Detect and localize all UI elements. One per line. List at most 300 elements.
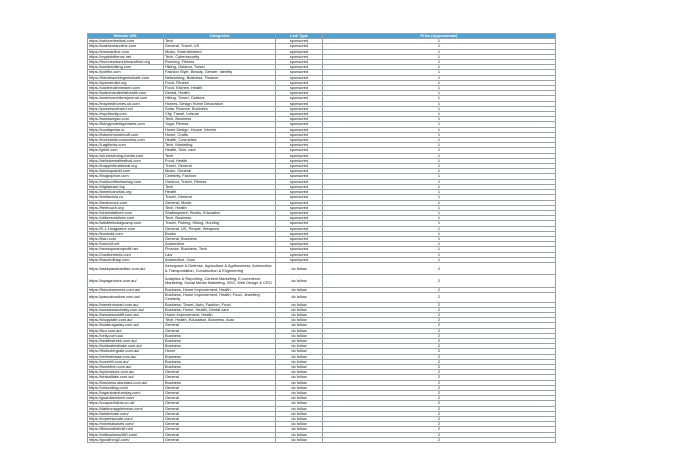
cell-categories[interactable]: Hiking, Travel, Outdoor: [164, 96, 276, 101]
cell-website-url[interactable]: https://thenetworkingmindsafe.com: [88, 75, 164, 80]
cell-categories[interactable]: Fashion Style, Beauty, Gender, Identity: [164, 70, 276, 75]
cell-categories[interactable]: Tech: [164, 153, 276, 158]
cell-categories[interactable]: Home: [164, 349, 276, 354]
cell-categories[interactable]: Food, Fitness: [164, 80, 276, 85]
cell-price[interactable]: 2: [323, 302, 556, 307]
cell-website-url[interactable]: https://business-standard.com.au/: [88, 380, 164, 385]
cell-website-url[interactable]: https://bdomehomecraft.com: [88, 132, 164, 137]
cell-categories[interactable]: General: [164, 411, 276, 416]
cell-price[interactable]: 2: [323, 406, 556, 411]
cell-categories[interactable]: Hiking, Outdoor, Travel: [164, 65, 276, 70]
cell-website-url[interactable]: https://fiduciesesmes.com.au/: [88, 287, 164, 292]
cell-link-type[interactable]: do follow: [276, 275, 323, 288]
cell-link-type[interactable]: do follow: [276, 417, 323, 422]
cell-website-url[interactable]: https://minimalsaves.com/: [88, 422, 164, 427]
cell-categories[interactable]: General, Travel, US: [164, 44, 276, 49]
cell-categories[interactable]: Tech, Health, Education, Business, Auto: [164, 318, 276, 323]
cell-link-type[interactable]: sponsored: [276, 231, 323, 236]
cell-price[interactable]: 2: [323, 391, 556, 396]
cell-categories[interactable]: Aerospace & Defense, Agriculture & Agribusiness, Automotive & Transportation, Construction & Engineering: [164, 262, 276, 275]
cell-website-url[interactable]: https://wildlifefarbagcamp.com: [88, 221, 164, 226]
cell-categories[interactable]: General: [164, 391, 276, 396]
cell-link-type[interactable]: do follow: [276, 293, 323, 302]
cell-categories[interactable]: General: [164, 375, 276, 380]
cell-price[interactable]: 1: [323, 86, 556, 91]
cell-categories[interactable]: Automotive: [164, 242, 276, 247]
cell-price[interactable]: 1: [323, 138, 556, 143]
cell-link-type[interactable]: do follow: [276, 262, 323, 275]
cell-link-type[interactable]: sponsored: [276, 60, 323, 65]
cell-website-url[interactable]: https://cineestatinee.com: [88, 210, 164, 215]
cell-link-type[interactable]: do follow: [276, 370, 323, 375]
cell-link-type[interactable]: sponsored: [276, 117, 323, 122]
cell-link-type[interactable]: do follow: [276, 411, 323, 416]
cell-link-type[interactable]: do follow: [276, 287, 323, 292]
cell-price[interactable]: 1: [323, 205, 556, 210]
cell-categories[interactable]: Travel, General: [164, 195, 276, 200]
cell-link-type[interactable]: do follow: [276, 344, 323, 349]
cell-price[interactable]: 1: [323, 132, 556, 137]
cell-website-url[interactable]: https://americanhikersjournal.com: [88, 96, 164, 101]
cell-price[interactable]: 1: [323, 184, 556, 189]
cell-price[interactable]: 2: [323, 312, 556, 317]
cell-price[interactable]: 1: [323, 96, 556, 101]
cell-categories[interactable]: Tech: [164, 39, 276, 44]
cell-price[interactable]: 1: [323, 127, 556, 132]
cell-categories[interactable]: Business, Home, Health, Dental care: [164, 307, 276, 312]
cell-website-url[interactable]: https://holdsabesttake.com.au/: [88, 344, 164, 349]
cell-price[interactable]: 1: [323, 112, 556, 117]
cell-website-url[interactable]: https://digitalcare.top: [88, 184, 164, 189]
cell-price[interactable]: 1: [323, 80, 556, 85]
cell-website-url[interactable]: https://mereinmorad.com.au/: [88, 302, 164, 307]
cell-price[interactable]: 1: [323, 101, 556, 106]
cell-link-type[interactable]: sponsored: [276, 174, 323, 179]
cell-categories[interactable]: Homes, Design Home Decoration: [164, 101, 276, 106]
cell-price[interactable]: 1: [323, 236, 556, 241]
cell-website-url[interactable]: https://dabbonappleinews.com/: [88, 406, 164, 411]
cell-website-url[interactable]: https://uniscrding.com/: [88, 385, 164, 390]
cell-price[interactable]: 2: [323, 432, 556, 437]
cell-link-type[interactable]: do follow: [276, 401, 323, 406]
cell-website-url[interactable]: https://pohflin.com: [88, 70, 164, 75]
cell-website-url[interactable]: https://fitmowdhelmitl.net/: [88, 427, 164, 432]
cell-website-url[interactable]: https://ansisquartet.com: [88, 169, 164, 174]
cell-categories[interactable]: Business, Home Improvement, Health: [164, 287, 276, 292]
cell-categories[interactable]: General: [164, 385, 276, 390]
cell-website-url[interactable]: https://washemanoline.com: [88, 44, 164, 49]
cell-categories[interactable]: Business: [164, 344, 276, 349]
cell-link-type[interactable]: sponsored: [276, 122, 323, 127]
cell-price[interactable]: 2: [323, 401, 556, 406]
cell-link-type[interactable]: sponsored: [276, 75, 323, 80]
cell-website-url[interactable]: https://grintl.com: [88, 148, 164, 153]
cell-link-type[interactable]: sponsored: [276, 221, 323, 226]
cell-link-type[interactable]: do follow: [276, 427, 323, 432]
cell-link-type[interactable]: do follow: [276, 385, 323, 390]
cell-price[interactable]: 2: [323, 349, 556, 354]
cell-price[interactable]: 2: [323, 328, 556, 333]
cell-link-type[interactable]: sponsored: [276, 70, 323, 75]
cell-categories[interactable]: General, US, People, Weapons: [164, 226, 276, 231]
cell-categories[interactable]: Automotive, Cars: [164, 257, 276, 262]
cell-link-type[interactable]: sponsored: [276, 138, 323, 143]
cell-website-url[interactable]: https://panuabusilore.com.au/: [88, 293, 164, 302]
cell-website-url[interactable]: https://freetouch.org: [88, 205, 164, 210]
cell-categories[interactable]: General: [164, 328, 276, 333]
header-website-url[interactable]: Website URL: [88, 34, 164, 39]
cell-categories[interactable]: Food, Health: [164, 158, 276, 163]
cell-link-type[interactable]: sponsored: [276, 39, 323, 44]
cell-link-type[interactable]: sponsored: [276, 236, 323, 241]
header-link-type[interactable]: Link Type: [276, 34, 323, 39]
cell-link-type[interactable]: sponsored: [276, 252, 323, 257]
cell-price[interactable]: 1: [323, 54, 556, 59]
cell-categories[interactable]: Tech, Health: [164, 205, 276, 210]
cell-categories[interactable]: Home Design, House, Interior: [164, 127, 276, 132]
cell-categories[interactable]: Tech, Business: [164, 216, 276, 221]
cell-website-url[interactable]: https://coverlill.com.au/: [88, 359, 164, 364]
cell-website-url[interactable]: https://artsbetube.com/: [88, 411, 164, 416]
cell-price[interactable]: 1: [323, 231, 556, 236]
cell-link-type[interactable]: do follow: [276, 422, 323, 427]
cell-website-url[interactable]: https://bessiessoldiff.com.au/: [88, 312, 164, 317]
cell-link-type[interactable]: do follow: [276, 380, 323, 385]
cell-price[interactable]: 2: [323, 287, 556, 292]
cell-categories[interactable]: Books: [164, 231, 276, 236]
cell-price[interactable]: 1: [323, 122, 556, 127]
cell-website-url[interactable]: https://inspiredhomes.uk.com: [88, 101, 164, 106]
cell-link-type[interactable]: sponsored: [276, 179, 323, 184]
cell-link-type[interactable]: sponsored: [276, 127, 323, 132]
cell-price[interactable]: 2: [323, 275, 556, 288]
cell-website-url[interactable]: https://cryptobitlence.net: [88, 54, 164, 59]
cell-link-type[interactable]: sponsored: [276, 210, 323, 215]
cell-categories[interactable]: Running, Fitness: [164, 60, 276, 65]
cell-website-url[interactable]: https://spinnerdiet.org: [88, 80, 164, 85]
cell-price[interactable]: 1: [323, 65, 556, 70]
cell-link-type[interactable]: do follow: [276, 338, 323, 343]
cell-price[interactable]: 1: [323, 210, 556, 215]
cell-link-type[interactable]: do follow: [276, 333, 323, 338]
cell-categories[interactable]: Business, Travel, Auto, Fashion, Food: [164, 302, 276, 307]
cell-categories[interactable]: General: [164, 422, 276, 427]
cell-website-url[interactable]: https://mitbusiness360.com/: [88, 432, 164, 437]
cell-link-type[interactable]: sponsored: [276, 44, 323, 49]
cell-price[interactable]: 1: [323, 117, 556, 122]
cell-categories[interactable]: General: [164, 370, 276, 375]
cell-website-url[interactable]: https://newsqueandprofit.net: [88, 247, 164, 252]
cell-website-url[interactable]: https://topagencies.com.au/: [88, 275, 164, 288]
cell-categories[interactable]: General: [164, 427, 276, 432]
cell-price[interactable]: 2: [323, 344, 556, 349]
cell-link-type[interactable]: sponsored: [276, 216, 323, 221]
cell-link-type[interactable]: sponsored: [276, 54, 323, 59]
cell-website-url[interactable]: https://inapplntenational.org: [88, 164, 164, 169]
cell-link-type[interactable]: sponsored: [276, 148, 323, 153]
cell-website-url[interactable]: https://velly.com.au/: [88, 333, 164, 338]
cell-categories[interactable]: Travel, Fishing, Hiking, Hunting: [164, 221, 276, 226]
cell-categories[interactable]: Tech, Business: [164, 117, 276, 122]
cell-website-url[interactable]: https://expertsanote.com/: [88, 417, 164, 422]
cell-link-type[interactable]: sponsored: [276, 106, 323, 111]
cell-categories[interactable]: Business: [164, 354, 276, 359]
cell-website-url[interactable]: https://deliciserealfestival.com: [88, 158, 164, 163]
cell-link-type[interactable]: sponsored: [276, 49, 323, 54]
cell-link-type[interactable]: sponsored: [276, 242, 323, 247]
cell-link-type[interactable]: do follow: [276, 437, 323, 442]
cell-categories[interactable]: Travel, General: [164, 164, 276, 169]
cell-price[interactable]: 2: [323, 427, 556, 432]
cell-website-url[interactable]: https://Justicemees.com: [88, 252, 164, 257]
cell-price[interactable]: 2: [323, 375, 556, 380]
cell-link-type[interactable]: do follow: [276, 359, 323, 364]
cell-categories[interactable]: Tech: [164, 184, 276, 189]
cell-categories[interactable]: General: [164, 401, 276, 406]
cell-categories[interactable]: Yoga, Fitness: [164, 122, 276, 127]
cell-categories[interactable]: General, Business: [164, 236, 276, 241]
cell-link-type[interactable]: sponsored: [276, 184, 323, 189]
cell-link-type[interactable]: sponsored: [276, 164, 323, 169]
cell-categories[interactable]: Solar, Finance, Business: [164, 106, 276, 111]
cell-website-url[interactable]: https://carsvid.net: [88, 242, 164, 247]
cell-link-type[interactable]: sponsored: [276, 101, 323, 106]
cell-price[interactable]: 2: [323, 307, 556, 312]
cell-price[interactable]: 1: [323, 164, 556, 169]
cell-price[interactable]: 1: [323, 39, 556, 44]
cell-price[interactable]: 1: [323, 148, 556, 153]
cell-price[interactable]: 2: [323, 370, 556, 375]
cell-categories[interactable]: Health, Skin, care: [164, 148, 276, 153]
cell-categories[interactable]: General, Movie: [164, 200, 276, 205]
cell-link-type[interactable]: sponsored: [276, 200, 323, 205]
cell-categories[interactable]: Health, Cosmetics: [164, 138, 276, 143]
cell-price[interactable]: 1: [323, 200, 556, 205]
cell-price[interactable]: 2: [323, 417, 556, 422]
cell-website-url[interactable]: https://emilaviola.co: [88, 195, 164, 200]
cell-website-url[interactable]: https://bestcmore.com: [88, 200, 164, 205]
cell-categories[interactable]: Home, Crafts: [164, 132, 276, 137]
cell-price[interactable]: 2: [323, 338, 556, 343]
cell-website-url[interactable]: https://guardianslove.com/: [88, 396, 164, 401]
cell-website-url[interactable]: https://cooltapests.io: [88, 127, 164, 132]
cell-website-url[interactable]: https://samsungso.com: [88, 117, 164, 122]
cell-price[interactable]: 1: [323, 226, 556, 231]
cell-price[interactable]: 2: [323, 262, 556, 275]
cell-price[interactable]: 2: [323, 318, 556, 323]
cell-price[interactable]: 2: [323, 411, 556, 416]
cell-price[interactable]: 1: [323, 49, 556, 54]
cell-website-url[interactable]: https://bolderagalary.com.au/: [88, 323, 164, 328]
cell-link-type[interactable]: do follow: [276, 328, 323, 333]
header-categories[interactable]: Categories: [164, 34, 276, 39]
cell-website-url[interactable]: https://cardhealinmealen.com: [88, 86, 164, 91]
cell-link-type[interactable]: sponsored: [276, 91, 323, 96]
cell-price[interactable]: 1: [323, 153, 556, 158]
cell-categories[interactable]: City, Travel, Leisure: [164, 112, 276, 117]
cell-categories[interactable]: Shakespeare, Books, Education: [164, 210, 276, 215]
cell-website-url[interactable]: https://verlinlerwaa.com.au/: [88, 354, 164, 359]
cell-website-url[interactable]: https://biographon.com: [88, 174, 164, 179]
cell-categories[interactable]: Business: [164, 359, 276, 364]
cell-price[interactable]: 1: [323, 106, 556, 111]
cell-link-type[interactable]: do follow: [276, 396, 323, 401]
cell-website-url[interactable]: https://utilizesmidives.com: [88, 216, 164, 221]
cell-link-type[interactable]: sponsored: [276, 80, 323, 85]
cell-price[interactable]: 1: [323, 91, 556, 96]
cell-price[interactable]: 2: [323, 323, 556, 328]
cell-website-url[interactable]: https://ladenhandentalhealth.com: [88, 91, 164, 96]
cell-website-url[interactable]: https://emusanline.com: [88, 49, 164, 54]
cell-website-url[interactable]: https://goodthing2.com/: [88, 437, 164, 442]
cell-categories[interactable]: General: [164, 323, 276, 328]
cell-link-type[interactable]: sponsored: [276, 112, 323, 117]
cell-link-type[interactable]: sponsored: [276, 205, 323, 210]
cell-website-url[interactable]: https://livingyoubridgeofarts.com: [88, 122, 164, 127]
cell-categories[interactable]: Business: [164, 364, 276, 369]
cell-link-type[interactable]: do follow: [276, 349, 323, 354]
cell-link-type[interactable]: do follow: [276, 302, 323, 307]
cell-website-url[interactable]: https://couponfollow.co.uk/: [88, 401, 164, 406]
cell-link-type[interactable]: do follow: [276, 364, 323, 369]
cell-link-type[interactable]: do follow: [276, 312, 323, 317]
cell-website-url[interactable]: https://fromnewsworldmarathon.org: [88, 60, 164, 65]
cell-website-url[interactable]: https://firsfootergrale.com.au/: [88, 349, 164, 354]
cell-categories[interactable]: Analytics & Reporting, Content Marketing, E-commerce Marketing, Social Media Marketing, SEO, Web Design & CRO: [164, 275, 276, 288]
cell-categories[interactable]: Music, General: [164, 169, 276, 174]
cell-link-type[interactable]: do follow: [276, 307, 323, 312]
cell-categories[interactable]: Health: [164, 190, 276, 195]
cell-link-type[interactable]: sponsored: [276, 247, 323, 252]
cell-price[interactable]: 2: [323, 293, 556, 302]
cell-price[interactable]: 1: [323, 44, 556, 49]
cell-website-url[interactable]: https://9-1-1magazine.com: [88, 226, 164, 231]
cell-categories[interactable]: Home Improvement, Health: [164, 312, 276, 317]
cell-price[interactable]: 2: [323, 359, 556, 364]
cell-link-type[interactable]: sponsored: [276, 190, 323, 195]
cell-price[interactable]: 2: [323, 354, 556, 359]
cell-categories[interactable]: Business: [164, 333, 276, 338]
cell-link-type[interactable]: do follow: [276, 391, 323, 396]
cell-link-type[interactable]: do follow: [276, 354, 323, 359]
cell-website-url[interactable]: https://powerscoinsert.xxl: [88, 106, 164, 111]
cell-price[interactable]: 1: [323, 174, 556, 179]
cell-website-url[interactable]: https://bauotoflraqi.com: [88, 257, 164, 262]
cell-price[interactable]: 1: [323, 70, 556, 75]
cell-link-type[interactable]: do follow: [276, 406, 323, 411]
cell-website-url[interactable]: https://healthsfreek.com.au/: [88, 338, 164, 343]
cell-link-type[interactable]: sponsored: [276, 153, 323, 158]
cell-categories[interactable]: Outdoor, Travel, Fitness: [164, 179, 276, 184]
cell-link-type[interactable]: do follow: [276, 323, 323, 328]
cell-categories[interactable]: General: [164, 406, 276, 411]
cell-website-url[interactable]: https://bookstd.com: [88, 231, 164, 236]
cell-price[interactable]: 2: [323, 422, 556, 427]
cell-website-url[interactable]: https://whisaflake.com.au/: [88, 375, 164, 380]
cell-categories[interactable]: Dental, Health: [164, 91, 276, 96]
cell-link-type[interactable]: sponsored: [276, 226, 323, 231]
cell-price[interactable]: 1: [323, 179, 556, 184]
cell-website-url[interactable]: https://robloxnfestival.com: [88, 39, 164, 44]
cell-categories[interactable]: Music, Entertainment: [164, 49, 276, 54]
cell-link-type[interactable]: sponsored: [276, 195, 323, 200]
cell-categories[interactable]: Food, Kitchen, Health: [164, 86, 276, 91]
cell-website-url[interactable]: https://shopplate.com.au/: [88, 318, 164, 323]
cell-website-url[interactable]: https://Lagthinks.com: [88, 143, 164, 148]
cell-categories[interactable]: Business, Home Improvement, Health, Food, Jewellery, Celebrity: [164, 293, 276, 302]
header-price[interactable]: Price (Approximate): [323, 34, 556, 39]
cell-link-type[interactable]: sponsored: [276, 86, 323, 91]
cell-price[interactable]: 1: [323, 252, 556, 257]
cell-website-url[interactable]: https://all-streaming-media.com: [88, 153, 164, 158]
cell-price[interactable]: 1: [323, 221, 556, 226]
cell-website-url[interactable]: https://investolist-cosmetics.com: [88, 138, 164, 143]
cell-website-url[interactable]: https://kwu.com: [88, 236, 164, 241]
cell-categories[interactable]: Business: [164, 380, 276, 385]
cell-link-type[interactable]: sponsored: [276, 96, 323, 101]
cell-categories[interactable]: Business: [164, 338, 276, 343]
cell-categories[interactable]: Tech, Marketing: [164, 143, 276, 148]
cell-price[interactable]: 1: [323, 158, 556, 163]
cell-link-type[interactable]: sponsored: [276, 158, 323, 163]
cell-website-url[interactable]: https://mycitiocity.com: [88, 112, 164, 117]
cell-website-url[interactable]: https://spinxrepes.com.au/: [88, 370, 164, 375]
cell-categories[interactable]: Celebrity, Fashion: [164, 174, 276, 179]
cell-price[interactable]: 2: [323, 396, 556, 401]
cell-link-type[interactable]: do follow: [276, 375, 323, 380]
cell-link-type[interactable]: sponsored: [276, 143, 323, 148]
cell-price[interactable]: 2: [323, 380, 556, 385]
cell-price[interactable]: 1: [323, 247, 556, 252]
cell-website-url[interactable]: https://sandrahiking.com: [88, 65, 164, 70]
cell-website-url[interactable]: https://americanvitas.org: [88, 190, 164, 195]
cell-categories[interactable]: Networking, Business, Finance: [164, 75, 276, 80]
cell-link-type[interactable]: sponsored: [276, 257, 323, 262]
cell-website-url[interactable]: https://aussiesaucinatly.com.au/: [88, 307, 164, 312]
cell-website-url[interactable]: https://funnblinn.com.au/: [88, 364, 164, 369]
cell-price[interactable]: 1: [323, 60, 556, 65]
cell-link-type[interactable]: do follow: [276, 432, 323, 437]
cell-price[interactable]: 2: [323, 437, 556, 442]
cell-price[interactable]: 1: [323, 195, 556, 200]
cell-price[interactable]: 1: [323, 242, 556, 247]
cell-price[interactable]: 1: [323, 143, 556, 148]
cell-categories[interactable]: Law: [164, 252, 276, 257]
cell-link-type[interactable]: sponsored: [276, 169, 323, 174]
cell-price[interactable]: 1: [323, 190, 556, 195]
cell-link-type[interactable]: do follow: [276, 318, 323, 323]
cell-price[interactable]: 2: [323, 333, 556, 338]
cell-categories[interactable]: Tech, Cybersecurity: [164, 54, 276, 59]
cell-price[interactable]: 1: [323, 75, 556, 80]
cell-website-url[interactable]: https://ticu.com.au/: [88, 328, 164, 333]
cell-price[interactable]: 1: [323, 216, 556, 221]
cell-price[interactable]: 1: [323, 169, 556, 174]
cell-price[interactable]: 2: [323, 385, 556, 390]
cell-categories[interactable]: Finance, Business, Tech: [164, 247, 276, 252]
cell-website-url[interactable]: https://askbyaustraeliise.com.au/: [88, 262, 164, 275]
cell-categories[interactable]: General: [164, 432, 276, 437]
cell-website-url[interactable]: https://organicsinfurnday.com/: [88, 391, 164, 396]
cell-categories[interactable]: General: [164, 437, 276, 442]
cell-price[interactable]: 1: [323, 257, 556, 262]
cell-link-type[interactable]: sponsored: [276, 65, 323, 70]
cell-categories[interactable]: General: [164, 417, 276, 422]
cell-price[interactable]: 2: [323, 364, 556, 369]
cell-categories[interactable]: General: [164, 396, 276, 401]
cell-link-type[interactable]: sponsored: [276, 132, 323, 137]
cell-website-url[interactable]: https://outdoorfitnessmag.com: [88, 179, 164, 184]
